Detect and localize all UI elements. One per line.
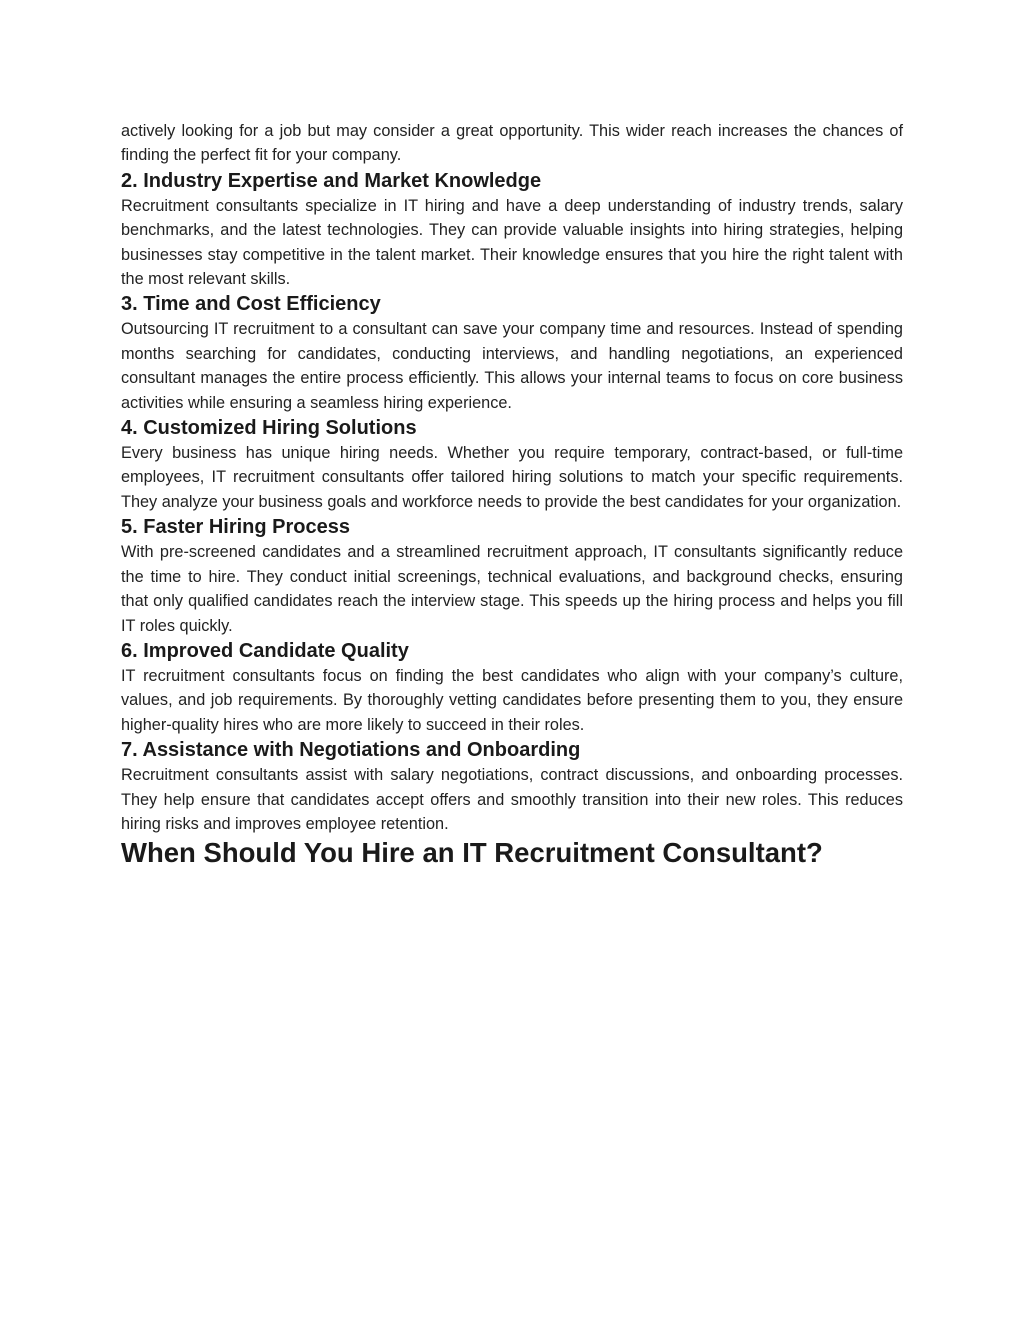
section-body-candidate-quality: IT recruitment consultants focus on finding the best candidates who align with your company’s culture, values, and job requirements. By thoroughly vetting candidates before presenting them to you, they ensure higher-quality hires who are more likely to succeed in their roles. xyxy=(121,666,903,734)
section-body-negotiations-onboarding: Recruitment consultants assist with salary negotiations, contract discussions, and onboarding processes. They help ensure that candidates accept offers and smoothly transition into their new roles. This reduces hiring risks and improves employee retention. xyxy=(121,766,903,833)
section-heading-customized-solutions: 4. Customized Hiring Solutions xyxy=(121,417,417,440)
section-heading-candidate-quality: 6. Improved Candidate Quality xyxy=(121,639,409,662)
document-page xyxy=(121,119,903,870)
intro-paragraph: actively looking for a job but may consider a great opportunity. This wider reach increases the chances of finding the perfect fit for your company. xyxy=(121,122,903,165)
section-body-time-cost: Outsourcing IT recruitment to a consultant can save your company time and resources. Instead of spending months searching for candidates, conducting interviews, and handling negotiations, an experienced consultant manages the entire process efficiently. This allows your internal teams to focus on core business activities while ensuring a seamless hiring experience. xyxy=(121,320,903,412)
section-body-faster-hiring: With pre-screened candidates and a streamlined recruitment approach, IT consultants significantly reduce the time to hire. They conduct initial screenings, technical evaluations, and background checks, ensuring that only qualified candidates reach the interview stage. This speeds up the hiring process and helps you fill IT roles quickly. xyxy=(121,543,903,635)
section-body-customized-solutions: Every business has unique hiring needs. Whether you require temporary, contract-based, or full-time employees, IT recruitment consultants offer tailored hiring solutions to match your specific requirements. They analyze your business goals and workforce needs to provide the best candidates for your organization. xyxy=(121,444,903,511)
section-heading-faster-hiring: 5. Faster Hiring Process xyxy=(121,516,350,539)
section-heading-negotiations-onboarding: 7. Assistance with Negotiations and Onboarding xyxy=(121,739,581,762)
section-heading-industry-expertise: 2. Industry Expertise and Market Knowledge xyxy=(121,169,542,192)
section-body-industry-expertise: Recruitment consultants specialize in IT hiring and have a deep understanding of industry trends, salary benchmarks, and the latest technologies. They can provide valuable insights into hiring strategies, helping businesses stay competitive in the talent market. Their knowledge ensures that you hire the right talent with the most relevant skills. xyxy=(121,196,903,289)
section-heading-time-cost: 3. Time and Cost Efficiency xyxy=(121,293,381,316)
closing-heading: When Should You Hire an IT Recruitment Consultant? xyxy=(121,837,823,869)
